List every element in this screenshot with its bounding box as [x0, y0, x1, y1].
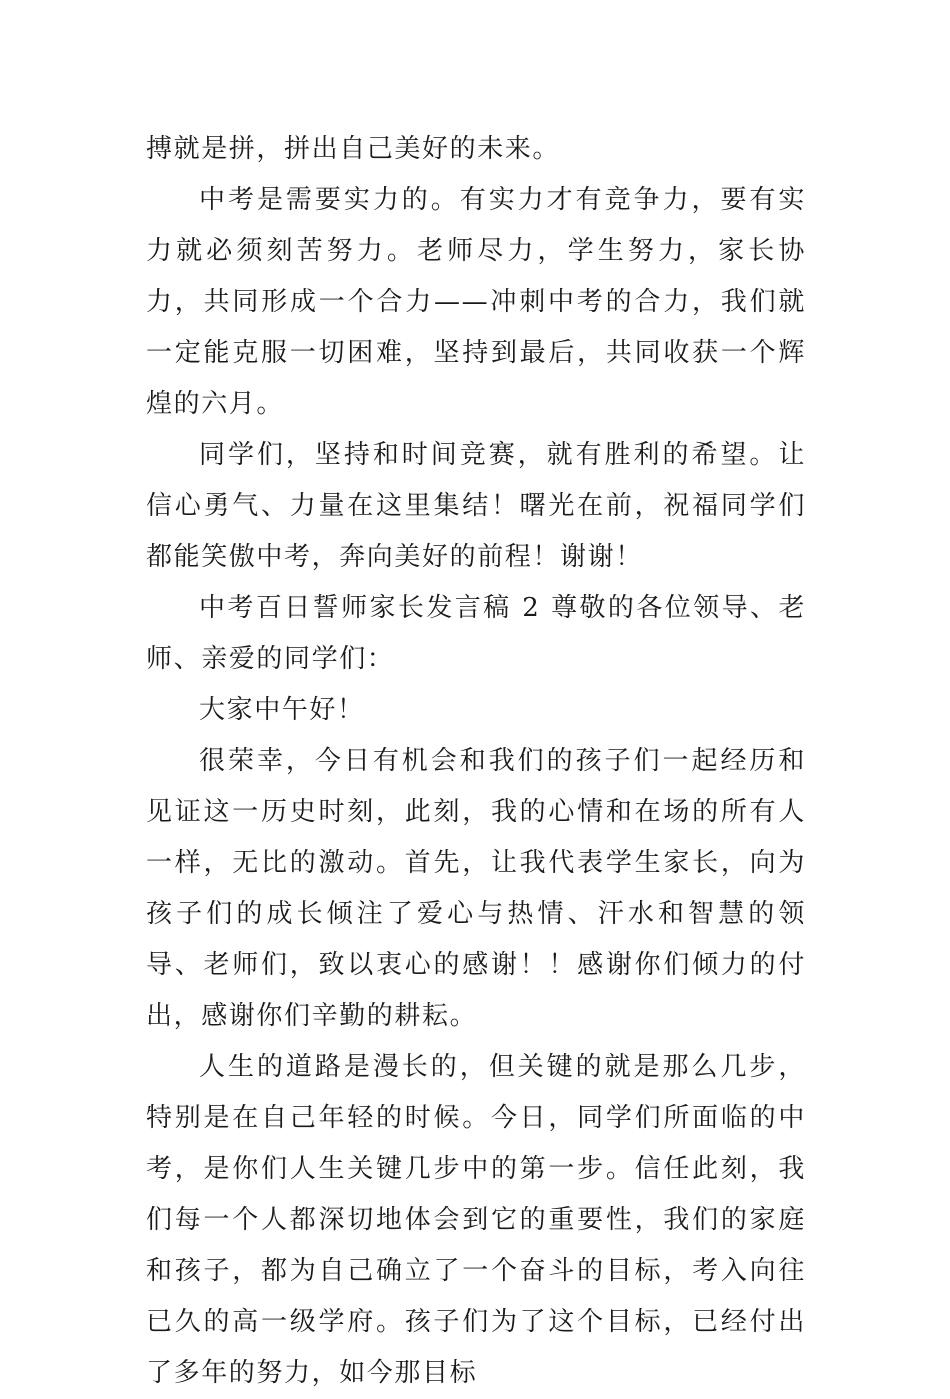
paragraph-5: 大家中午好！	[199, 695, 365, 725]
document-body	[146, 124, 806, 1399]
paragraph-1: 搏就是拼，拼出自己美好的未来。	[146, 134, 561, 164]
paragraph-3: 同学们，坚持和时间竞赛，就有胜利的希望。让信心勇气、力量在这里集结！曙光在前，祝福同学们都能笑傲中考，奔向美好的前程！谢谢！	[146, 440, 806, 572]
paragraph-6: 很荣幸，今日有机会和我们的孩子们一起经历和见证这一历史时刻，此刻，我的心情和在场的所有人一样，无比的激动。首先，让我代表学生家长，向为孩子们的成长倾注了爱心与热情、汗水和智慧的领导、老师们，致以衷心的感谢！！感谢你们倾力的付出，感谢你们辛勤的耕耘。	[146, 746, 806, 1031]
paragraph-7: 人生的道路是漫长的，但关键的就是那么几步，特别是在自己年轻的时候。今日，同学们所面临的中考，是你们人生关键几步中的第一步。信任此刻，我们每一个人都深切地体会到它的重要性，我们的家庭和孩子，都为自己确立了一个奋斗的目标，考入向往已久的高一级学府。孩子们为了这个目标，已经付出了多年的努力，如今那目标	[146, 1052, 806, 1388]
paragraph-2: 中考是需要实力的。有实力才有竞争力，要有实力就必须刻苦努力。老师尽力，学生努力，家长协力，共同形成一个合力——冲刺中考的合力，我们就一定能克服一切困难，坚持到最后，共同收获一个辉煌的六月。	[146, 185, 806, 419]
paragraph-4: 中考百日誓师家长发言稿 2 尊敬的各位领导、老师、亲爱的同学们：	[146, 593, 806, 674]
